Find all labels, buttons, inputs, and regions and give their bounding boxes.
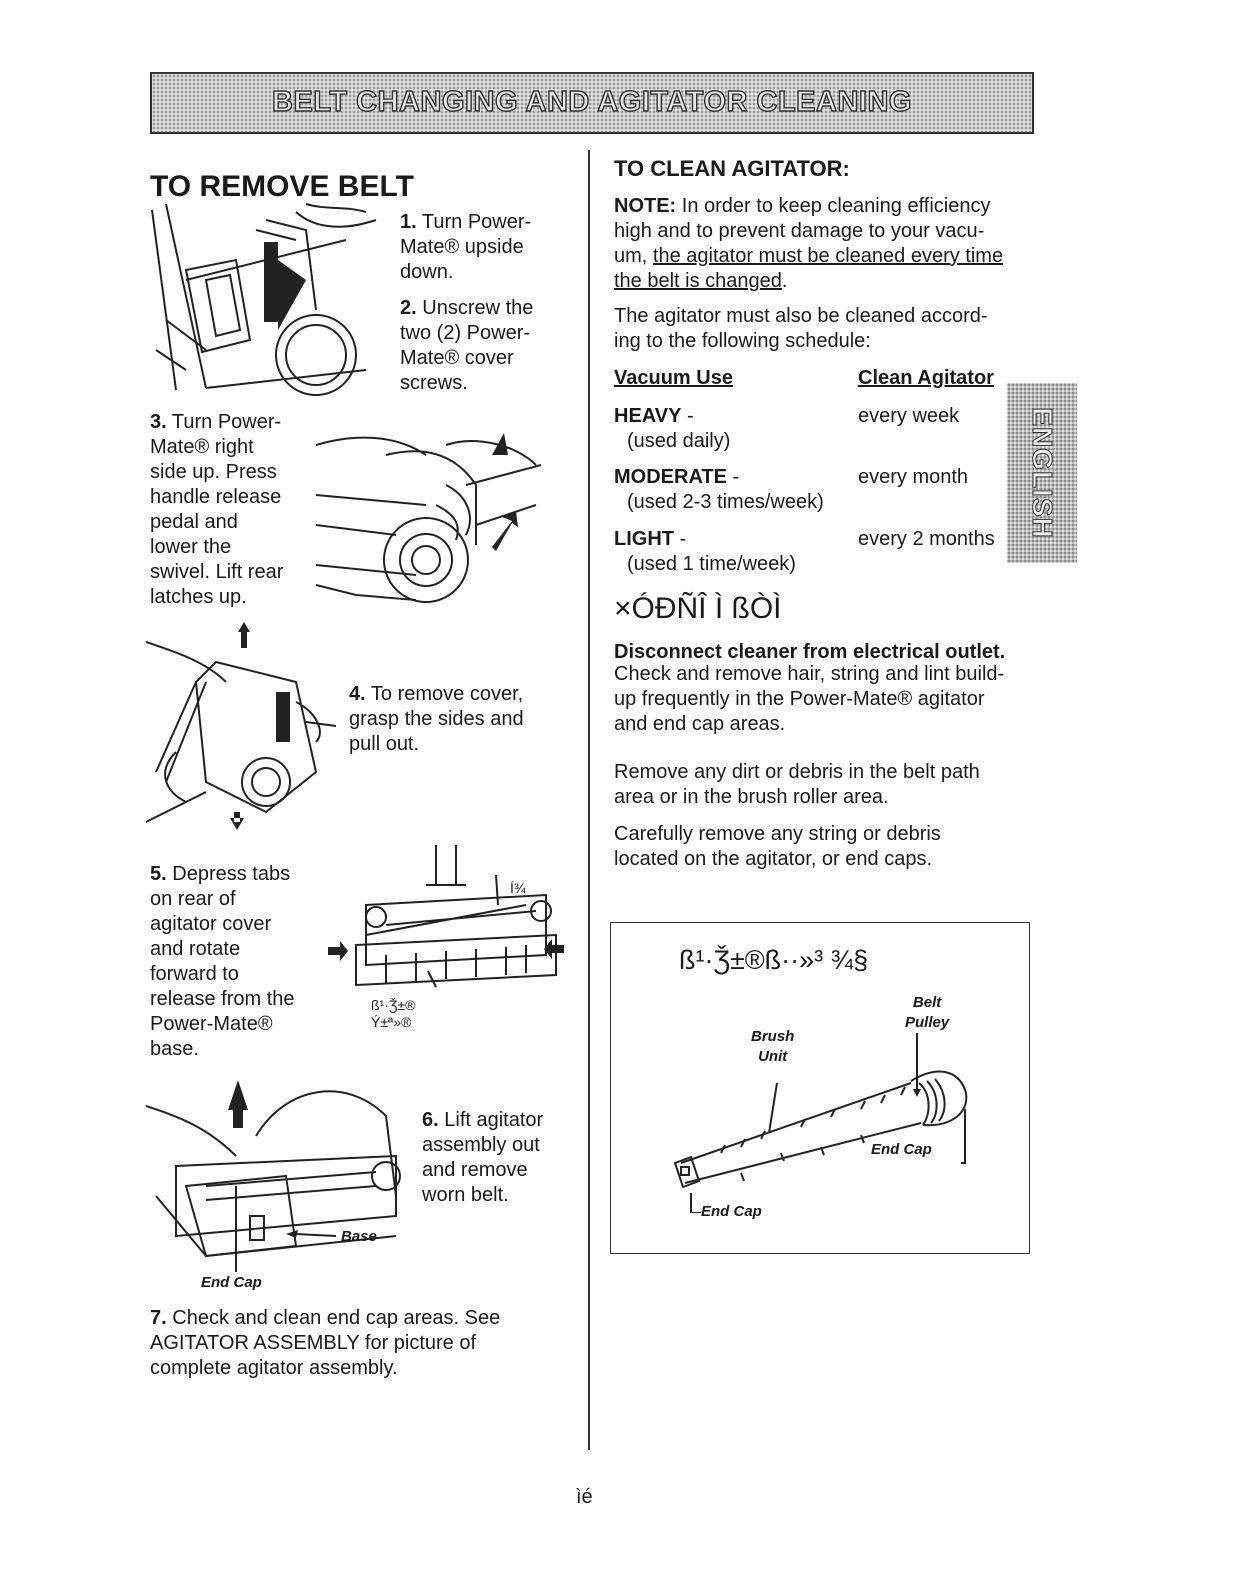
figure-5-label: ß¹·Ǯ±® Ý±ª»® [371, 997, 416, 1030]
end-cap-left-label: End Cap [701, 1203, 762, 1220]
belt-pulley-label: Belt Pulley [905, 994, 950, 1031]
check-paragraph: Check and remove hair, string and lint build- up frequently in the Power-Mate® agitator and end cap areas. [614, 663, 1005, 735]
column-divider [588, 150, 590, 1450]
brush-unit-label: Brush Unit [751, 1028, 795, 1065]
figure-5-label-2: Í¾ [510, 880, 526, 896]
diagram-title: ß¹·Ǯ±®ß··»³ ¾§ [679, 945, 869, 975]
schedule-moderate: MODERATE - (used 2-3 times/week) [614, 466, 824, 513]
schedule-light-freq: every 2 months [858, 528, 995, 550]
section-banner [150, 72, 1034, 134]
garbled-heading: ×ÓÐÑÎ Ì ßÒÌ [614, 592, 782, 625]
figure-powermate-upside-down [146, 200, 378, 398]
schedule-heavy: HEAVY - (used daily) [614, 405, 731, 452]
step-4: 4. To remove cover, grasp the sides and pull out. [349, 683, 524, 755]
end-cap-right-label: End Cap [871, 1141, 932, 1158]
step-3: 3. Turn Power- Mate® right side up. Press handle release pedal and lower the swivel. Lift rear latches up. [150, 411, 284, 608]
base-label: Base [341, 1228, 377, 1245]
language-tab [1007, 383, 1077, 563]
clean-agitator-heading: TO CLEAN AGITATOR: [614, 156, 850, 181]
disconnect-warning: Disconnect cleaner from electrical outlet. [614, 641, 1006, 663]
language-tab-label: ENGLISH [1027, 407, 1058, 539]
step-2: 2. Unscrew the two (2) Power- Mate® cover screws. [400, 297, 534, 394]
note-paragraph: NOTE: In order to keep cleaning efficiency high and to prevent damage to your vacu- um, the agitator must be cleaned every time the belt is changed. [614, 195, 1004, 292]
agitator-drawing [661, 1023, 981, 1213]
schedule-light: LIGHT - (used 1 time/week) [614, 528, 796, 575]
end-cap-label: End Cap [201, 1274, 262, 1291]
step-6: 6. Lift agitator assembly out and remove worn belt. [422, 1109, 544, 1206]
figure-remove-cover [146, 622, 346, 832]
remove-belt-heading: TO REMOVE BELT [150, 170, 414, 203]
clean-agitator-header: Clean Agitator [858, 367, 994, 389]
banner-title: BELT CHANGING AND AGITATOR CLEANING [272, 86, 912, 118]
schedule-intro: The agitator must also be cleaned accord- ing to the following schedule: [614, 305, 988, 352]
step-1: 1. Turn Power- Mate® upside down. [400, 211, 532, 283]
remove-dirt-paragraph: Remove any dirt or debris in the belt path area or in the brush roller area. [614, 761, 980, 808]
page-number: ìé [576, 1486, 593, 1508]
step-7: 7. Check and clean end cap areas. See AGITATOR ASSEMBLY for picture of complete agitator assembly. [150, 1307, 501, 1379]
remove-string-paragraph: Carefully remove any string or debris located on the agitator, or end caps. [614, 823, 941, 870]
agitator-diagram [610, 922, 1030, 1254]
step-5: 5. Depress tabs on rear of agitator cover and rotate forward to release from the Power-Mate® base. [150, 863, 295, 1060]
figure-right-side-up [316, 425, 542, 607]
vacuum-use-header: Vacuum Use [614, 367, 733, 389]
figure-agitator-cover [326, 845, 566, 995]
schedule-heavy-freq: every week [858, 405, 960, 427]
schedule-moderate-freq: every month [858, 466, 969, 488]
